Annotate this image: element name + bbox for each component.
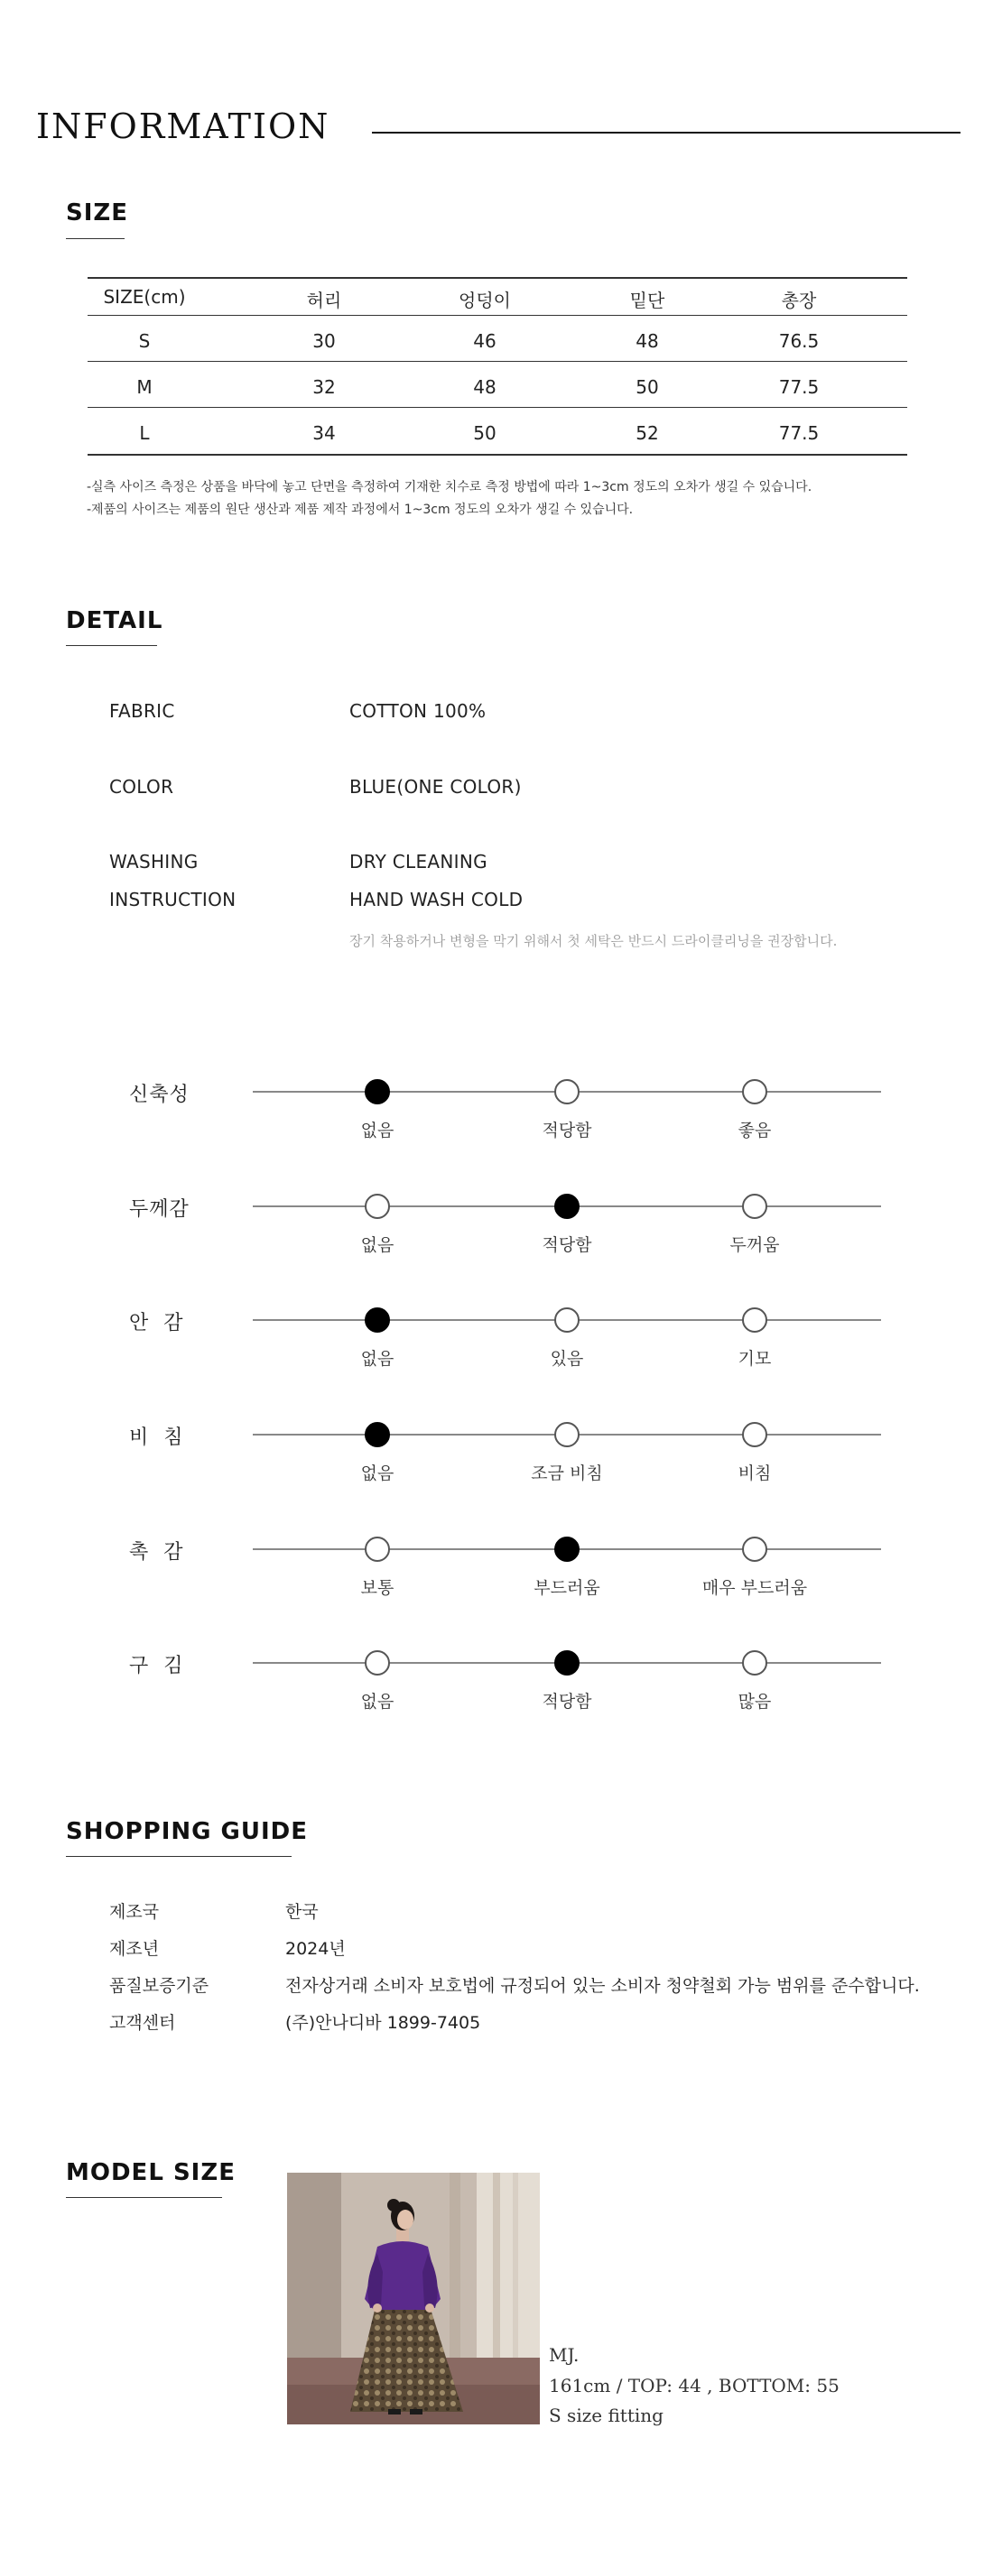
rating-dot-selected bbox=[554, 1194, 580, 1219]
table-cell: 48 bbox=[473, 376, 496, 398]
rating-option-label: 많음 bbox=[738, 1692, 772, 1712]
title-rule bbox=[372, 132, 961, 134]
detail-value: HAND WASH COLD bbox=[349, 889, 524, 910]
rating-label: 안 감 bbox=[129, 1312, 184, 1334]
rating-label: 두께감 bbox=[129, 1198, 190, 1221]
rating-label: 비 침 bbox=[129, 1426, 184, 1449]
detail-section-title: DETAIL bbox=[66, 607, 163, 634]
rating-dot-selected bbox=[365, 1422, 390, 1447]
model-measurements: 161cm / TOP: 44 , BOTTOM: 55 bbox=[549, 2375, 840, 2396]
rating-option-label: 없음 bbox=[360, 1349, 394, 1369]
guide-label: 품질보증기준 bbox=[109, 1976, 209, 1996]
detail-value: COTTON 100% bbox=[349, 700, 487, 722]
table-cell: M bbox=[136, 376, 153, 398]
model-name: MJ. bbox=[549, 2344, 580, 2366]
rating-dot bbox=[365, 1650, 390, 1676]
table-header-cell: 허리 bbox=[306, 290, 342, 311]
rating-dot bbox=[365, 1537, 390, 1562]
rating-dot bbox=[742, 1422, 767, 1447]
table-header-cell: 밑단 bbox=[629, 290, 665, 311]
rating-option-label: 적당함 bbox=[542, 1235, 592, 1255]
shopping-guide-section-title: SHOPPING GUIDE bbox=[66, 1818, 308, 1845]
rating-option-label: 두꺼움 bbox=[729, 1235, 780, 1255]
rating-option-label: 있음 bbox=[550, 1349, 584, 1369]
size-note: -실측 사이즈 측정은 상품을 바닥에 놓고 단면을 측정하여 기재한 치수로 측정 방법에 따라 1~3cm 정도의 오차가 생길 수 있습니다. bbox=[87, 480, 812, 494]
rating-label: 구 김 bbox=[129, 1655, 184, 1677]
table-cell: 34 bbox=[312, 422, 336, 444]
detail-title-underline bbox=[66, 645, 157, 646]
model-photo bbox=[287, 2173, 540, 2424]
table-header-cell: SIZE(cm) bbox=[103, 286, 186, 308]
rating-option-label: 없음 bbox=[360, 1692, 394, 1712]
rating-dot bbox=[742, 1537, 767, 1562]
detail-label: COLOR bbox=[109, 776, 174, 798]
table-cell: 30 bbox=[312, 330, 336, 352]
rating-label: 신축성 bbox=[129, 1084, 190, 1106]
size-section-title: SIZE bbox=[66, 199, 129, 226]
guide-value: (주)안나디바 1899-7405 bbox=[285, 2013, 481, 2033]
rating-dot bbox=[365, 1194, 390, 1219]
rating-option-label: 적당함 bbox=[542, 1121, 592, 1140]
size-notes bbox=[87, 476, 812, 522]
detail-value: DRY CLEANING bbox=[349, 851, 487, 873]
rating-dot bbox=[742, 1307, 767, 1333]
table-header-cell: 총장 bbox=[781, 290, 817, 311]
shopping-guide-title-underline bbox=[66, 1856, 292, 1857]
rating-option-label: 기모 bbox=[738, 1349, 772, 1369]
detail-label: FABRIC bbox=[109, 700, 175, 722]
rating-dot-selected bbox=[554, 1650, 580, 1676]
rating-option-label: 적당함 bbox=[542, 1692, 592, 1712]
rating-option-label: 매우 부드러움 bbox=[701, 1578, 808, 1598]
page-title: INFORMATION bbox=[36, 106, 330, 146]
rating-option-label: 조금 비침 bbox=[531, 1463, 603, 1483]
guide-value: 2024년 bbox=[285, 1939, 346, 1959]
guide-label: 제조국 bbox=[109, 1902, 160, 1922]
table-row-rule bbox=[88, 361, 907, 362]
size-note: -제품의 사이즈는 제품의 원단 생산과 제품 제작 과정에서 1~3cm 정도의 오차가 생길 수 있습니다. bbox=[87, 503, 634, 517]
model-size-section-title: MODEL SIZE bbox=[66, 2159, 236, 2186]
rating-dot-selected bbox=[554, 1537, 580, 1562]
table-cell: 50 bbox=[473, 422, 496, 444]
rating-dot bbox=[742, 1079, 767, 1104]
rating-dot-selected bbox=[365, 1079, 390, 1104]
table-cell: 77.5 bbox=[778, 422, 820, 444]
rating-option-label: 보통 bbox=[360, 1578, 394, 1598]
size-title-underline bbox=[66, 238, 125, 239]
guide-value: 전자상거래 소비자 보호법에 규정되어 있는 소비자 청약철회 가능 범위를 준수합니다. bbox=[285, 1976, 920, 1996]
table-header-cell: 엉덩이 bbox=[459, 290, 511, 311]
washing-note: 장기 착용하거나 변형을 막기 위해서 첫 세탁은 반드시 드라이클리닝을 권장합니다. bbox=[349, 933, 838, 949]
table-cell: 50 bbox=[636, 376, 659, 398]
table-row-rule bbox=[88, 407, 907, 408]
rating-dot bbox=[742, 1650, 767, 1676]
detail-label: WASHING bbox=[109, 851, 199, 873]
table-cell: 77.5 bbox=[778, 376, 820, 398]
table-cell: L bbox=[139, 422, 150, 444]
table-cell: 32 bbox=[312, 376, 336, 398]
detail-label: INSTRUCTION bbox=[109, 889, 237, 910]
table-top-rule bbox=[88, 277, 907, 279]
rating-dot bbox=[554, 1307, 580, 1333]
rating-option-label: 좋음 bbox=[738, 1121, 772, 1140]
rating-dot bbox=[742, 1194, 767, 1219]
model-size-title-underline bbox=[66, 2197, 222, 2198]
rating-label: 촉 감 bbox=[129, 1541, 184, 1564]
table-header-rule bbox=[88, 315, 907, 316]
rating-option-label: 없음 bbox=[360, 1235, 394, 1255]
table-cell: S bbox=[138, 330, 151, 352]
rating-option-label: 부드러움 bbox=[534, 1578, 600, 1598]
table-cell: 48 bbox=[636, 330, 659, 352]
rating-dot bbox=[554, 1079, 580, 1104]
table-cell: 52 bbox=[636, 422, 659, 444]
rating-dot bbox=[554, 1422, 580, 1447]
rating-dot-selected bbox=[365, 1307, 390, 1333]
detail-value: BLUE(ONE COLOR) bbox=[349, 776, 522, 798]
table-bottom-rule bbox=[88, 454, 907, 456]
rating-option-label: 없음 bbox=[360, 1121, 394, 1140]
table-cell: 46 bbox=[473, 330, 496, 352]
guide-label: 제조년 bbox=[109, 1939, 160, 1959]
rating-option-label: 없음 bbox=[360, 1463, 394, 1483]
model-fitting: S size fitting bbox=[549, 2405, 664, 2426]
guide-label: 고객센터 bbox=[109, 2013, 176, 2033]
table-cell: 76.5 bbox=[778, 330, 820, 352]
rating-option-label: 비침 bbox=[738, 1463, 772, 1483]
guide-value: 한국 bbox=[285, 1902, 319, 1922]
